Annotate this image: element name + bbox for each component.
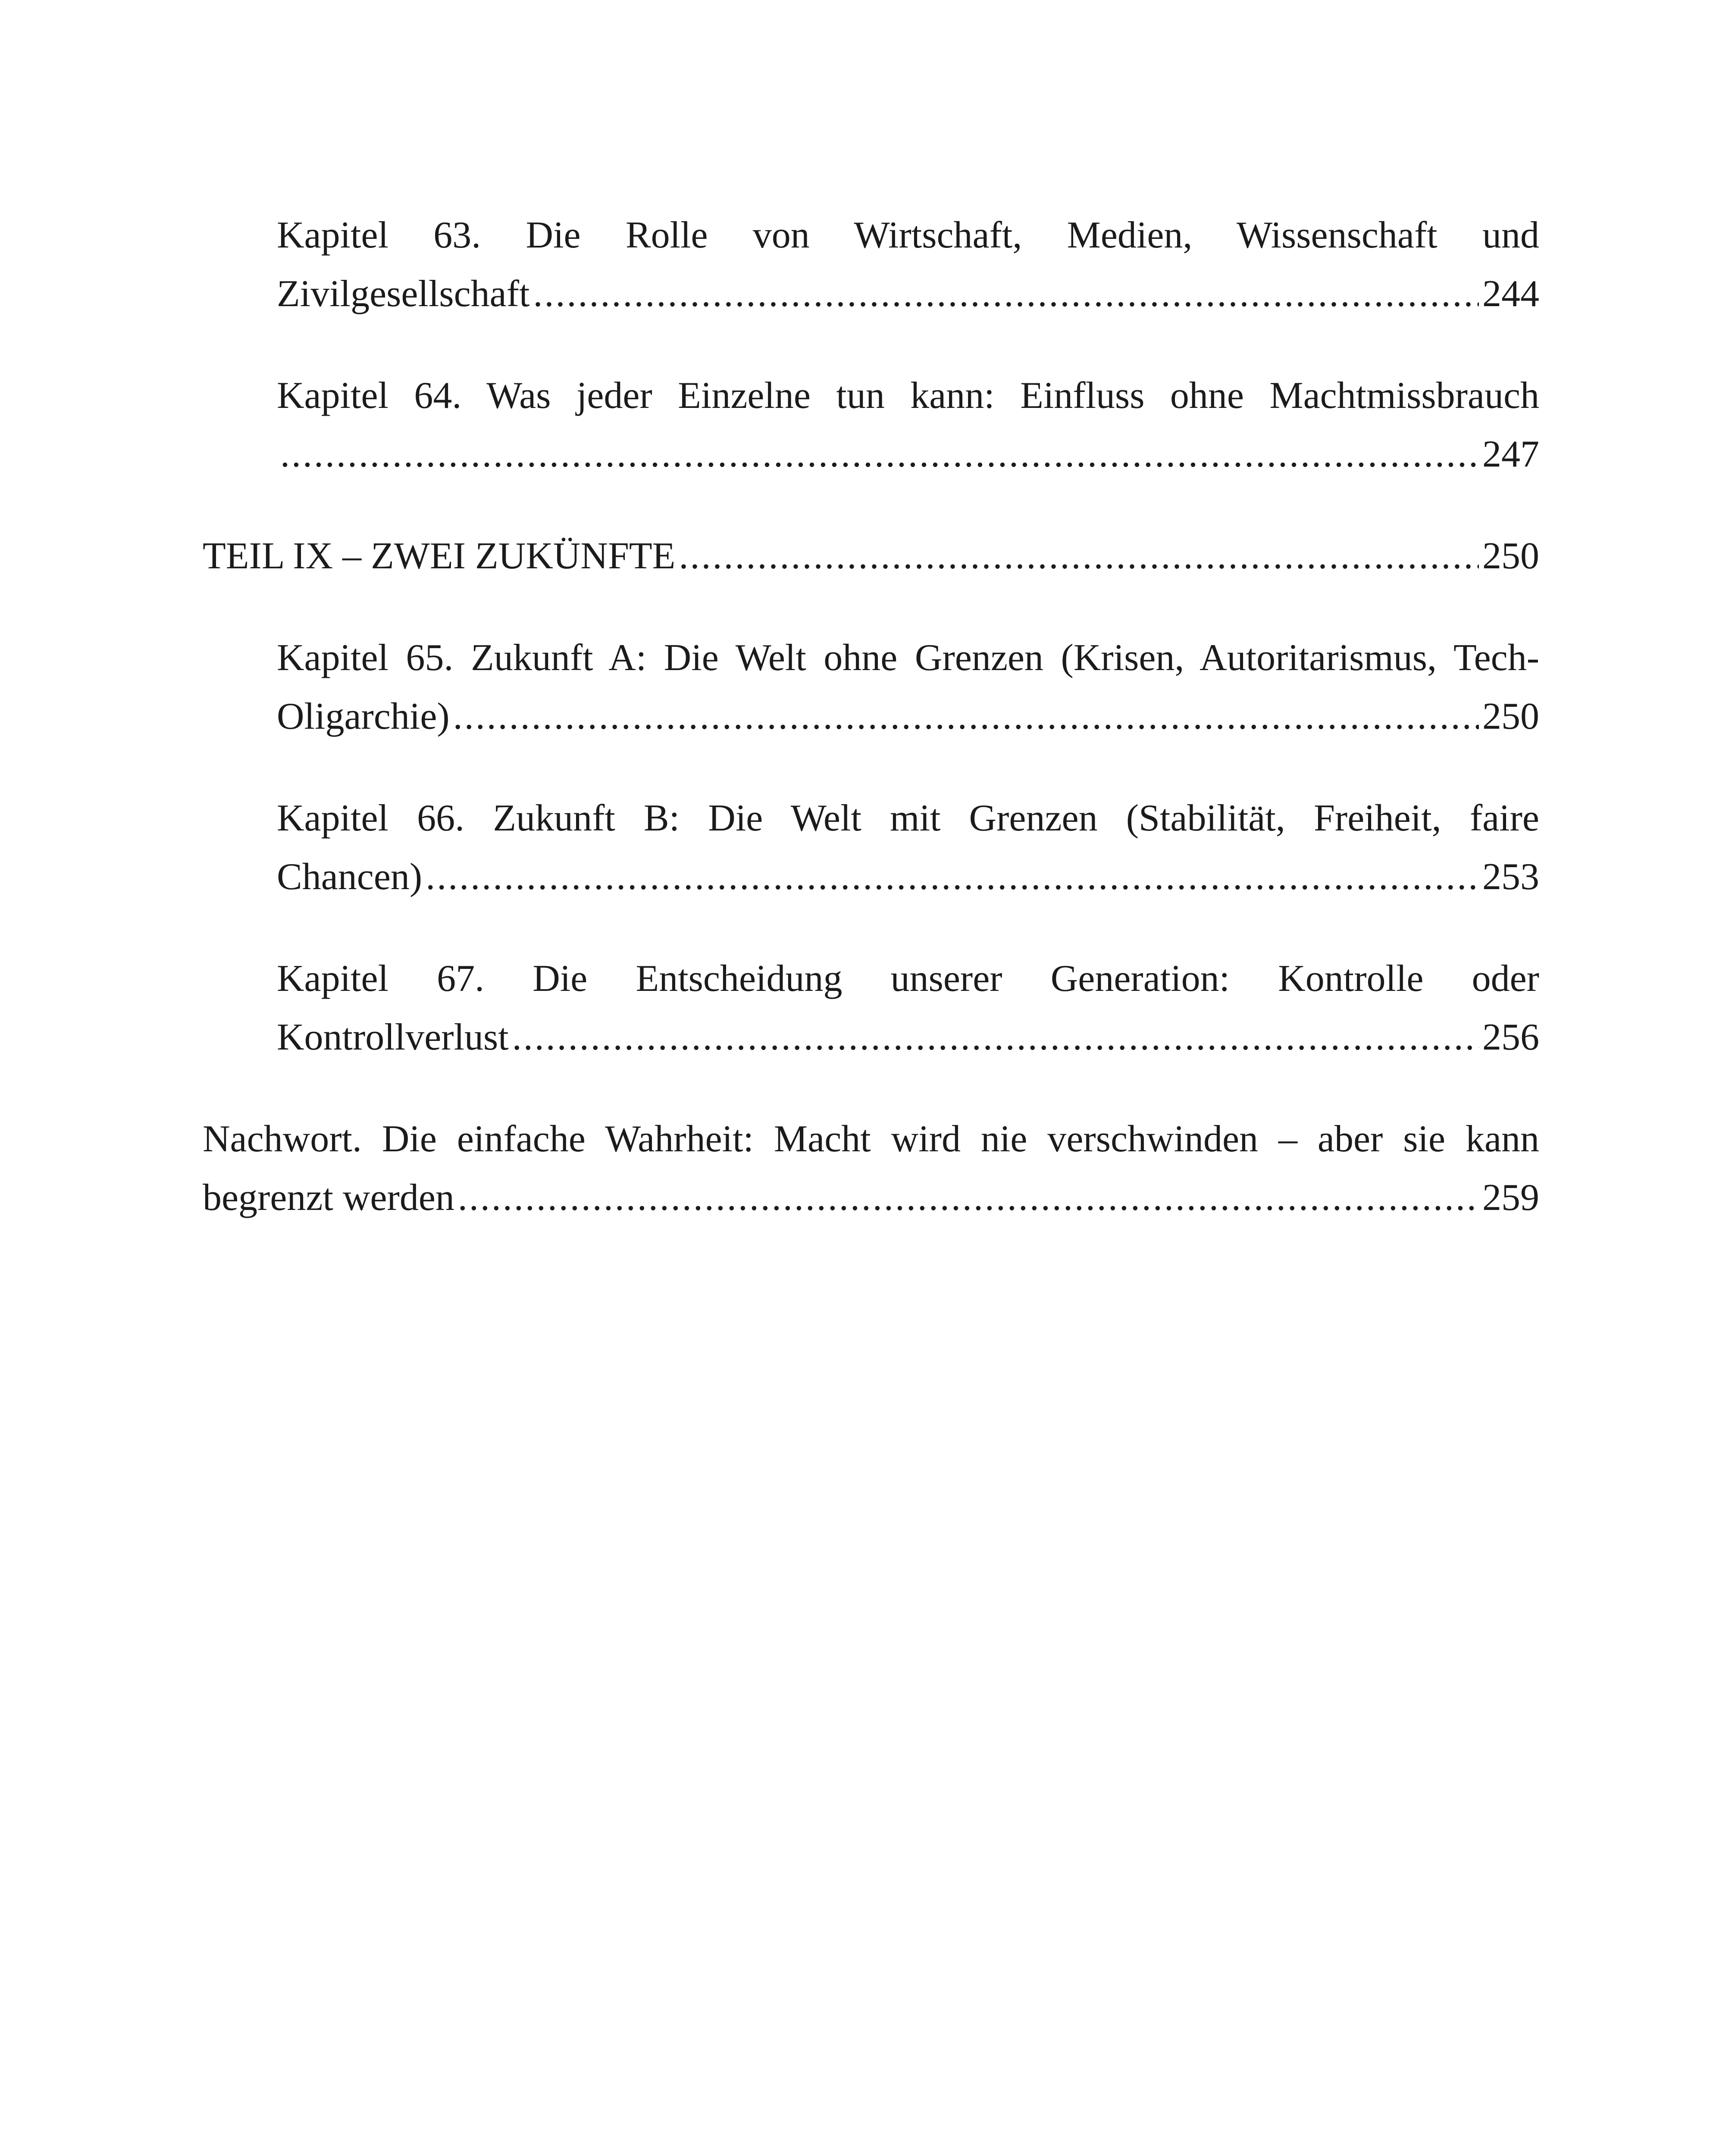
dot-leader — [280, 425, 1479, 484]
toc-entry-title-line: Nachwort. Die einfache Wahrheit: Macht wird nie verschwinden – aber sie kann — [203, 1118, 1539, 1160]
toc-page-number: 244 — [1482, 273, 1539, 315]
dot-leader — [512, 1008, 1479, 1067]
toc-entry-leader-line — [277, 425, 1539, 484]
toc-entry-kapitel-66[interactable] — [203, 789, 1539, 906]
table-of-contents — [203, 206, 1539, 1270]
toc-page-number: 250 — [1482, 535, 1539, 577]
dot-leader — [533, 265, 1479, 323]
toc-page-number: 250 — [1482, 696, 1539, 737]
toc-entry-title-line: Kapitel 65. Zukunft A: Die Welt ohne Grenzen (Krisen, Autoritarismus, Tech- — [277, 637, 1539, 679]
toc-page-number: 256 — [1482, 1016, 1539, 1058]
toc-entry-kapitel-65[interactable] — [203, 629, 1539, 746]
toc-entry-leader-line — [203, 1169, 1539, 1227]
dot-leader — [679, 527, 1479, 586]
toc-entry-kapitel-64[interactable] — [203, 367, 1539, 484]
toc-entry-kapitel-67[interactable] — [203, 950, 1539, 1067]
dot-leader — [426, 848, 1479, 906]
toc-entry-title-line: Kapitel 63. Die Rolle von Wirtschaft, Medien, Wissenschaft und — [277, 214, 1539, 256]
toc-page-number: 253 — [1482, 856, 1539, 898]
toc-entry-leader-line — [277, 265, 1539, 323]
toc-page-number: 259 — [1482, 1177, 1539, 1219]
toc-entry-title-line: Kapitel 64. Was jeder Einzelne tun kann: Einfluss ohne Machtmissbrauch — [277, 375, 1539, 417]
toc-entry-title-continuation: begrenzt werden — [203, 1177, 454, 1219]
toc-entry-kapitel-63[interactable] — [203, 206, 1539, 323]
toc-entry-title-line: Kapitel 66. Zukunft B: Die Welt mit Grenzen (Stabilität, Freiheit, faire — [277, 797, 1539, 839]
dot-leader — [458, 1169, 1479, 1227]
toc-part-title: TEIL IX – ZWEI ZUKÜNFTE — [203, 535, 676, 577]
toc-entry-teil-ix[interactable] — [203, 527, 1539, 586]
toc-entry-title-continuation: Chancen) — [277, 856, 423, 898]
toc-entry-title-line: Kapitel 67. Die Entscheidung unserer Generation: Kontrolle oder — [277, 958, 1539, 1000]
toc-entry-title-continuation: Oligarchie) — [277, 696, 450, 737]
toc-entry-leader-line — [277, 1008, 1539, 1067]
toc-entry-nachwort[interactable] — [203, 1110, 1539, 1227]
toc-entry-title-continuation: Zivilgesellschaft — [277, 273, 530, 315]
toc-entry-leader-line — [277, 848, 1539, 906]
dot-leader — [453, 687, 1479, 746]
toc-entry-leader-line — [277, 687, 1539, 746]
toc-entry-title-continuation: Kontrollverlust — [277, 1016, 509, 1058]
toc-entry-leader-line — [203, 527, 1539, 586]
toc-page-number: 247 — [1482, 433, 1539, 475]
